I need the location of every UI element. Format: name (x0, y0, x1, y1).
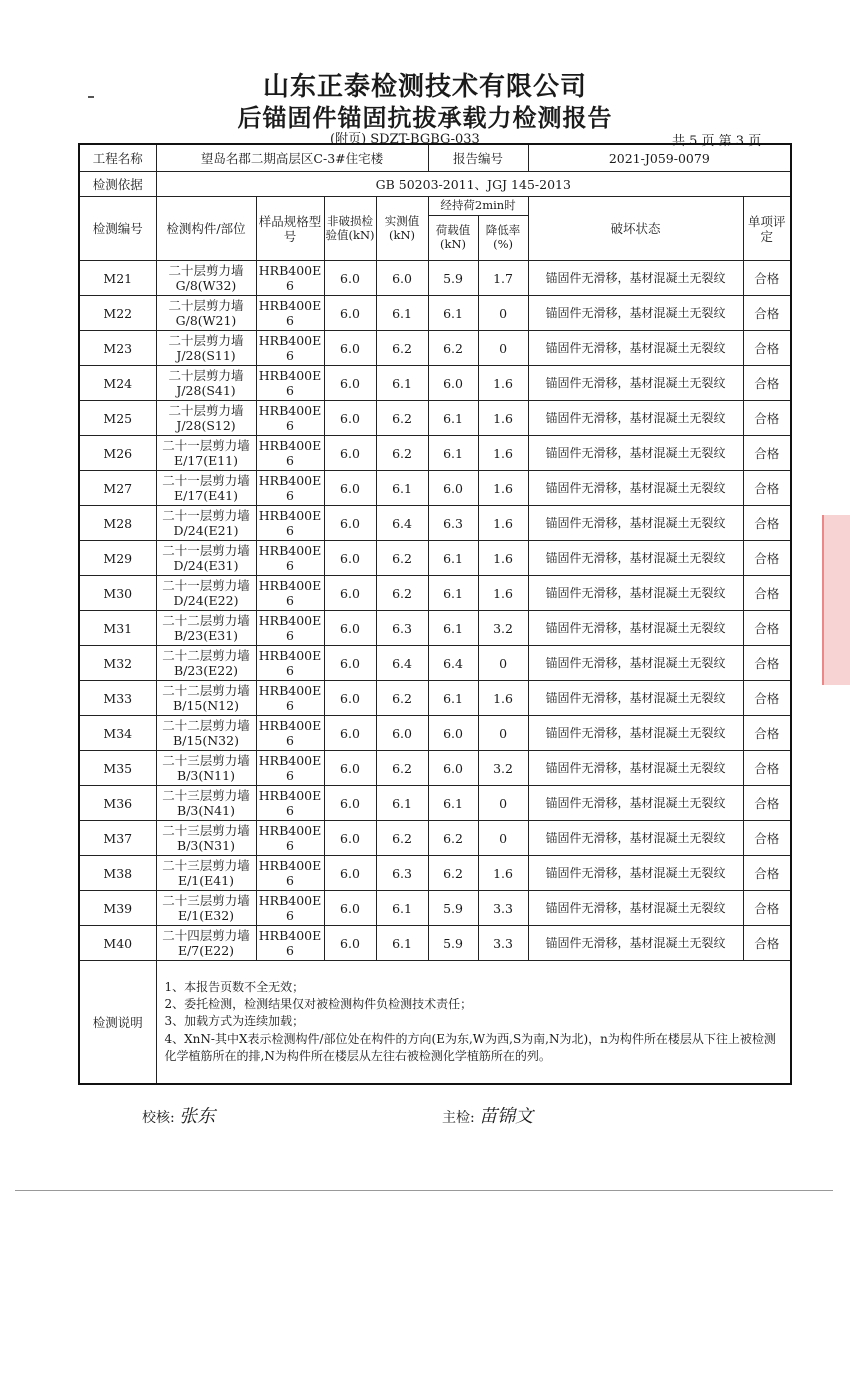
table-row (79, 471, 791, 506)
table-row (79, 786, 791, 821)
cell-failure: 锚固件无滑移，基材混凝土无裂纹 (528, 926, 743, 961)
cell-spec: HRB400E 6 (256, 471, 324, 506)
member-floor: 二十一层剪力墙 (162, 508, 250, 523)
report-title: 后锚固件锚固抗拔承载力检测报告 (237, 103, 613, 132)
cell-nondestructive: 6.0 (324, 856, 376, 891)
cell-member (156, 366, 256, 401)
cell-load: 6.3 (428, 506, 478, 541)
member-location: E/1(E32) (177, 908, 235, 923)
col-reduction: 降低率(%) (478, 216, 528, 261)
report-table (78, 143, 792, 1085)
cell-member (156, 296, 256, 331)
cell-rating: 合格 (743, 611, 791, 646)
cell-spec: HRB400E 6 (256, 751, 324, 786)
cell-load: 6.1 (428, 576, 478, 611)
cell-spec: HRB400E 6 (256, 821, 324, 856)
cell-failure: 锚固件无滑移，基材混凝土无裂纹 (528, 891, 743, 926)
cell-load: 6.1 (428, 296, 478, 331)
member-location: D/24(E22) (173, 593, 239, 608)
cell-failure: 锚固件无滑移，基材混凝土无裂纹 (528, 786, 743, 821)
cell-nondestructive: 6.0 (324, 751, 376, 786)
report-no-value: 2021-J059-0079 (528, 144, 791, 172)
member-location: J/28(S12) (176, 418, 236, 433)
cell-measured: 6.1 (376, 926, 428, 961)
cell-spec: HRB400E 6 (256, 786, 324, 821)
cell-spec: HRB400E 6 (256, 681, 324, 716)
col-sustained: 经持荷2min时 (428, 197, 528, 216)
cell-measured: 6.1 (376, 786, 428, 821)
cell-nondestructive: 6.0 (324, 611, 376, 646)
cell-id: M35 (79, 751, 156, 786)
member-floor: 二十三层剪力墙 (162, 858, 250, 873)
col-load: 荷载值(kN) (428, 216, 478, 261)
cell-member (156, 786, 256, 821)
lead-signature (442, 1102, 533, 1128)
cell-member (156, 541, 256, 576)
basis-label: 检测依据 (79, 172, 156, 197)
cell-measured: 6.0 (376, 716, 428, 751)
cell-id: M27 (79, 471, 156, 506)
cell-measured: 6.2 (376, 401, 428, 436)
member-floor: 二十二层剪力墙 (162, 648, 250, 663)
notes-label: 检测说明 (79, 961, 156, 1085)
lead-name: 苗锦文 (479, 1106, 534, 1127)
checker-signature (142, 1102, 215, 1128)
table-row (79, 716, 791, 751)
cell-reduction: 1.7 (478, 261, 528, 296)
cell-id: M21 (79, 261, 156, 296)
cell-load: 6.1 (428, 681, 478, 716)
cell-load: 5.9 (428, 891, 478, 926)
cell-member (156, 891, 256, 926)
cell-rating: 合格 (743, 681, 791, 716)
cell-reduction: 1.6 (478, 576, 528, 611)
cell-id: M23 (79, 331, 156, 366)
cell-id: M26 (79, 436, 156, 471)
report-subtitle: (附页) SDZT-BGBG-033 (330, 132, 480, 147)
cell-spec: HRB400E 6 (256, 506, 324, 541)
cell-reduction: 3.2 (478, 751, 528, 786)
cell-failure: 锚固件无滑移，基材混凝土无裂纹 (528, 261, 743, 296)
checker-label: 校核: (142, 1110, 175, 1126)
cell-nondestructive: 6.0 (324, 681, 376, 716)
project-value: 望岛名郡二期高层区C-3#住宅楼 (156, 144, 428, 172)
cell-spec: HRB400E 6 (256, 611, 324, 646)
table-row (79, 366, 791, 401)
cell-failure: 锚固件无滑移，基材混凝土无裂纹 (528, 646, 743, 681)
cell-nondestructive: 6.0 (324, 541, 376, 576)
cell-reduction: 3.2 (478, 611, 528, 646)
member-floor: 二十层剪力墙 (168, 298, 244, 313)
col-spec: 样品规格型号 (256, 197, 324, 261)
cell-spec: HRB400E 6 (256, 926, 324, 961)
table-row (79, 576, 791, 611)
cell-failure: 锚固件无滑移，基材混凝土无裂纹 (528, 716, 743, 751)
cell-failure: 锚固件无滑移，基材混凝土无裂纹 (528, 681, 743, 716)
table-row (79, 296, 791, 331)
cell-measured: 6.1 (376, 366, 428, 401)
cell-rating: 合格 (743, 261, 791, 296)
member-floor: 二十一层剪力墙 (162, 473, 250, 488)
table-row (79, 856, 791, 891)
cell-load: 6.1 (428, 786, 478, 821)
member-location: E/17(E11) (173, 453, 239, 468)
cell-id: M29 (79, 541, 156, 576)
cell-reduction: 0 (478, 786, 528, 821)
member-floor: 二十二层剪力墙 (162, 718, 250, 733)
member-floor: 二十一层剪力墙 (162, 438, 250, 453)
cell-spec: HRB400E 6 (256, 366, 324, 401)
project-label: 工程名称 (79, 144, 156, 172)
cell-measured: 6.2 (376, 751, 428, 786)
note-line: 4、XnN-其中X表示检测构件/部位处在构件的方向(E为东,W为西,S为南,N为北)，n为构件所在楼层从下往上被检测化学植筋所在的排,N为构件所在楼层从左往右被检测化学植筋所在的列。 (164, 1031, 776, 1064)
cell-load: 6.2 (428, 331, 478, 366)
cell-nondestructive: 6.0 (324, 786, 376, 821)
cell-spec: HRB400E 6 (256, 296, 324, 331)
cell-nondestructive: 6.0 (324, 331, 376, 366)
cell-reduction: 1.6 (478, 506, 528, 541)
cell-measured: 6.2 (376, 541, 428, 576)
cell-failure: 锚固件无滑移，基材混凝土无裂纹 (528, 366, 743, 401)
col-member: 检测构件/部位 (156, 197, 256, 261)
cell-measured: 6.2 (376, 436, 428, 471)
cell-failure: 锚固件无滑移，基材混凝土无裂纹 (528, 856, 743, 891)
cell-id: M31 (79, 611, 156, 646)
cell-measured: 6.2 (376, 681, 428, 716)
cell-rating: 合格 (743, 646, 791, 681)
cell-measured: 6.2 (376, 576, 428, 611)
notes-text (156, 961, 791, 1085)
cell-load: 6.0 (428, 471, 478, 506)
cell-failure: 锚固件无滑移，基材混凝土无裂纹 (528, 401, 743, 436)
cell-nondestructive: 6.0 (324, 261, 376, 296)
member-floor: 二十四层剪力墙 (162, 928, 250, 943)
cell-reduction: 1.6 (478, 541, 528, 576)
member-floor: 二十三层剪力墙 (162, 823, 250, 838)
cell-failure: 锚固件无滑移，基材混凝土无裂纹 (528, 506, 743, 541)
cell-nondestructive: 6.0 (324, 296, 376, 331)
cell-member (156, 401, 256, 436)
cell-rating: 合格 (743, 576, 791, 611)
col-nondestructive: 非破损检验值(kN) (324, 197, 376, 261)
cell-member (156, 471, 256, 506)
member-location: E/17(E41) (173, 488, 239, 503)
cell-id: M37 (79, 821, 156, 856)
table-row (79, 751, 791, 786)
cell-rating: 合格 (743, 436, 791, 471)
col-rating: 单项评定 (743, 197, 791, 261)
cell-rating: 合格 (743, 926, 791, 961)
cell-measured: 6.1 (376, 891, 428, 926)
cell-member (156, 576, 256, 611)
cell-rating: 合格 (743, 401, 791, 436)
cell-failure: 锚固件无滑移，基材混凝土无裂纹 (528, 611, 743, 646)
cell-spec: HRB400E 6 (256, 646, 324, 681)
member-location: D/24(E31) (173, 558, 239, 573)
seal-stamp (822, 515, 850, 685)
cell-reduction: 1.6 (478, 856, 528, 891)
member-floor: 二十三层剪力墙 (162, 893, 250, 908)
note-line: 1、本报告页数不全无效； (164, 979, 305, 994)
cell-rating: 合格 (743, 471, 791, 506)
cell-nondestructive: 6.0 (324, 891, 376, 926)
cell-id: M30 (79, 576, 156, 611)
member-location: B/23(E31) (173, 628, 239, 643)
basis-value: GB 50203-2011、JGJ 145-2013 (156, 172, 791, 197)
cell-member (156, 681, 256, 716)
cell-measured: 6.4 (376, 506, 428, 541)
cell-spec: HRB400E 6 (256, 541, 324, 576)
cell-reduction: 3.3 (478, 926, 528, 961)
table-row (79, 891, 791, 926)
member-floor: 二十一层剪力墙 (162, 543, 250, 558)
cell-rating: 合格 (743, 751, 791, 786)
cell-id: M32 (79, 646, 156, 681)
cell-member (156, 646, 256, 681)
note-line: 3、加载方式为连续加载； (164, 1014, 305, 1029)
member-floor: 二十层剪力墙 (168, 333, 244, 348)
cell-reduction: 0 (478, 646, 528, 681)
checker-name: 张东 (179, 1106, 216, 1127)
cell-measured: 6.3 (376, 856, 428, 891)
cell-reduction: 0 (478, 296, 528, 331)
cell-spec: HRB400E 6 (256, 261, 324, 296)
cell-nondestructive: 6.0 (324, 471, 376, 506)
member-location: E/7(E22) (177, 943, 235, 958)
member-location: D/24(E21) (173, 523, 239, 538)
cell-member (156, 716, 256, 751)
cell-rating: 合格 (743, 541, 791, 576)
member-floor: 二十三层剪力墙 (162, 753, 250, 768)
cell-load: 6.1 (428, 436, 478, 471)
cell-load: 6.4 (428, 646, 478, 681)
cell-load: 6.0 (428, 751, 478, 786)
member-location: B/3(N31) (177, 838, 235, 853)
cell-measured: 6.4 (376, 646, 428, 681)
cell-id: M39 (79, 891, 156, 926)
cell-member (156, 926, 256, 961)
member-location: B/15(N32) (173, 733, 239, 748)
table-row (79, 401, 791, 436)
table-row (79, 541, 791, 576)
cell-load: 6.0 (428, 716, 478, 751)
cell-spec: HRB400E 6 (256, 401, 324, 436)
member-floor: 二十二层剪力墙 (162, 683, 250, 698)
cell-reduction: 3.3 (478, 891, 528, 926)
cell-measured: 6.1 (376, 296, 428, 331)
cell-id: M22 (79, 296, 156, 331)
cell-id: M28 (79, 506, 156, 541)
cell-load: 6.1 (428, 541, 478, 576)
member-floor: 二十层剪力墙 (168, 403, 244, 418)
cell-spec: HRB400E 6 (256, 856, 324, 891)
cell-reduction: 1.6 (478, 436, 528, 471)
cell-spec: HRB400E 6 (256, 891, 324, 926)
cell-rating: 合格 (743, 856, 791, 891)
cell-spec: HRB400E 6 (256, 716, 324, 751)
cell-id: M36 (79, 786, 156, 821)
cell-rating: 合格 (743, 366, 791, 401)
cell-failure: 锚固件无滑移，基材混凝土无裂纹 (528, 751, 743, 786)
cell-nondestructive: 6.0 (324, 646, 376, 681)
table-row (79, 331, 791, 366)
cell-nondestructive: 6.0 (324, 366, 376, 401)
col-id: 检测编号 (79, 197, 156, 261)
cell-nondestructive: 6.0 (324, 926, 376, 961)
member-floor: 二十二层剪力墙 (162, 613, 250, 628)
member-location: E/1(E41) (177, 873, 235, 888)
cell-rating: 合格 (743, 821, 791, 856)
cell-reduction: 1.6 (478, 366, 528, 401)
cell-rating: 合格 (743, 786, 791, 821)
cell-nondestructive: 6.0 (324, 401, 376, 436)
cell-measured: 6.1 (376, 471, 428, 506)
table-row (79, 646, 791, 681)
col-measured: 实测值(kN) (376, 197, 428, 261)
cell-member (156, 821, 256, 856)
cell-member (156, 611, 256, 646)
member-location: B/23(E22) (173, 663, 239, 678)
cell-member (156, 261, 256, 296)
cell-member (156, 856, 256, 891)
cell-failure: 锚固件无滑移，基材混凝土无裂纹 (528, 576, 743, 611)
cell-member (156, 506, 256, 541)
cell-spec: HRB400E 6 (256, 331, 324, 366)
cell-nondestructive: 6.0 (324, 716, 376, 751)
table-row (79, 436, 791, 471)
cell-rating: 合格 (743, 891, 791, 926)
cell-reduction: 1.6 (478, 401, 528, 436)
cell-nondestructive: 6.0 (324, 576, 376, 611)
cell-nondestructive: 6.0 (324, 436, 376, 471)
member-floor: 二十三层剪力墙 (162, 788, 250, 803)
member-floor: 二十一层剪力墙 (162, 578, 250, 593)
table-row (79, 261, 791, 296)
member-floor: 二十层剪力墙 (168, 263, 244, 278)
member-location: J/28(S11) (176, 348, 236, 363)
member-location: B/3(N11) (177, 768, 235, 783)
cell-measured: 6.2 (376, 331, 428, 366)
cell-reduction: 0 (478, 716, 528, 751)
member-location: G/8(W32) (175, 278, 237, 293)
table-row (79, 821, 791, 856)
cell-spec: HRB400E 6 (256, 576, 324, 611)
cell-measured: 6.0 (376, 261, 428, 296)
cell-rating: 合格 (743, 331, 791, 366)
cell-failure: 锚固件无滑移，基材混凝土无裂纹 (528, 436, 743, 471)
cell-id: M33 (79, 681, 156, 716)
cell-rating: 合格 (743, 716, 791, 751)
member-location: J/28(S41) (176, 383, 236, 398)
cell-reduction: 0 (478, 331, 528, 366)
company-name: 山东正泰检测技术有限公司 (262, 72, 587, 102)
notes-row (79, 961, 791, 1085)
cell-failure: 锚固件无滑移，基材混凝土无裂纹 (528, 331, 743, 366)
cell-id: M38 (79, 856, 156, 891)
cell-load: 6.1 (428, 611, 478, 646)
cell-failure: 锚固件无滑移，基材混凝土无裂纹 (528, 296, 743, 331)
cell-measured: 6.3 (376, 611, 428, 646)
cell-nondestructive: 6.0 (324, 506, 376, 541)
member-location: B/15(N12) (173, 698, 239, 713)
cell-load: 5.9 (428, 261, 478, 296)
cell-rating: 合格 (743, 506, 791, 541)
cell-load: 6.2 (428, 821, 478, 856)
cell-reduction: 1.6 (478, 471, 528, 506)
cell-load: 6.2 (428, 856, 478, 891)
cell-member (156, 751, 256, 786)
member-floor: 二十层剪力墙 (168, 368, 244, 383)
member-location: G/8(W21) (175, 313, 237, 328)
cell-failure: 锚固件无滑移，基材混凝土无裂纹 (528, 541, 743, 576)
cell-nondestructive: 6.0 (324, 821, 376, 856)
cell-id: M40 (79, 926, 156, 961)
cell-rating: 合格 (743, 296, 791, 331)
note-line: 2、委托检测，检测结果仅对被检测构件负检测技术责任； (164, 996, 473, 1011)
table-row (79, 681, 791, 716)
cell-id: M34 (79, 716, 156, 751)
page-edge-line (15, 1190, 833, 1191)
table-row (79, 611, 791, 646)
cell-spec: HRB400E 6 (256, 436, 324, 471)
cell-id: M25 (79, 401, 156, 436)
member-location: B/3(N41) (177, 803, 235, 818)
table-row (79, 926, 791, 961)
cell-member (156, 436, 256, 471)
report-no-label: 报告编号 (428, 144, 528, 172)
page-info: 共 5 页 第 3 页 (672, 134, 762, 149)
cell-measured: 6.2 (376, 821, 428, 856)
cell-load: 5.9 (428, 926, 478, 961)
cell-load: 6.0 (428, 366, 478, 401)
cell-failure: 锚固件无滑移，基材混凝土无裂纹 (528, 821, 743, 856)
cell-failure: 锚固件无滑移，基材混凝土无裂纹 (528, 471, 743, 506)
lead-label: 主检: (442, 1110, 475, 1126)
table-row (79, 506, 791, 541)
cell-reduction: 0 (478, 821, 528, 856)
cell-reduction: 1.6 (478, 681, 528, 716)
col-failure: 破坏状态 (528, 197, 743, 261)
cell-load: 6.1 (428, 401, 478, 436)
cell-id: M24 (79, 366, 156, 401)
cell-member (156, 331, 256, 366)
